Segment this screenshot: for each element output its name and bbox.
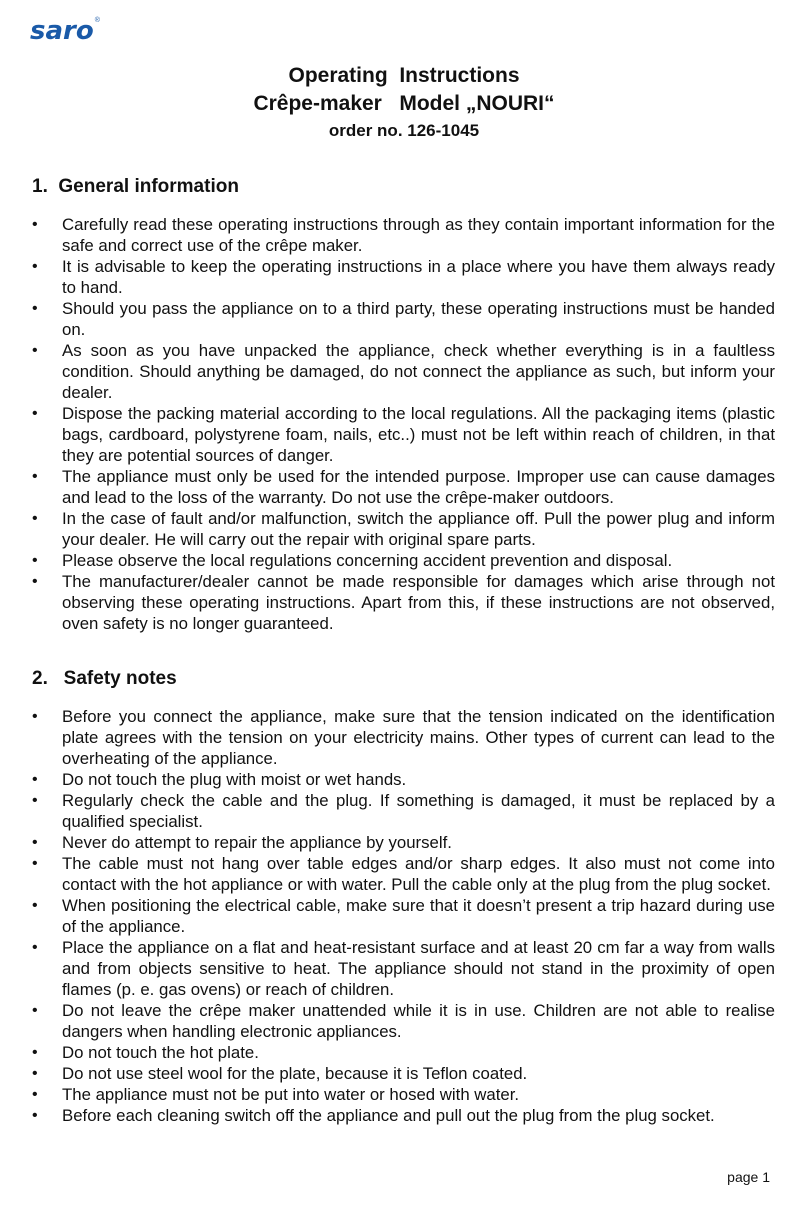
saro-logo bbox=[30, 16, 100, 46]
bullet-icon: • bbox=[32, 1065, 38, 1082]
list-item bbox=[0, 1084, 808, 1105]
list-item bbox=[0, 256, 808, 298]
list-item bbox=[0, 706, 808, 769]
list-item-text: Dispose the packing material according to the local regulations. All the packaging items (plastic bags, cardboard, polystyrene foam, nails, etc..) must not be left within reach of children, in that they are potential sources of danger. bbox=[62, 404, 775, 465]
bullet-icon: • bbox=[32, 216, 38, 233]
list-item bbox=[0, 937, 808, 1000]
bullet-icon: • bbox=[32, 468, 38, 485]
list-item-text: The appliance must not be put into water or hosed with water. bbox=[62, 1085, 520, 1104]
list-item-text: Do not use steel wool for the plate, because it is Teflon coated. bbox=[62, 1064, 528, 1083]
bullet-icon: • bbox=[32, 1044, 38, 1061]
bullet-icon: • bbox=[32, 939, 38, 956]
list-item-text: Never do attempt to repair the appliance by yourself. bbox=[62, 833, 452, 852]
bullet-icon: • bbox=[32, 855, 38, 872]
list-item bbox=[0, 895, 808, 937]
order-number: order no. 126-1045 bbox=[328, 121, 480, 140]
list-item-text: Should you pass the appliance on to a third party, these operating instructions must be handed on. bbox=[62, 299, 775, 339]
list-item bbox=[0, 1105, 808, 1126]
list-item-text: It is advisable to keep the operating instructions in a place where you have them always ready to hand. bbox=[62, 257, 775, 297]
section-2-title: 2. Safety notes bbox=[32, 668, 177, 689]
bullet-icon: • bbox=[32, 834, 38, 851]
bullet-icon: • bbox=[32, 342, 38, 359]
list-item-text: Do not touch the plug with moist or wet hands. bbox=[62, 770, 407, 789]
list-item-text: As soon as you have unpacked the appliance, check whether everything is in a faultless condition. Should anything be damaged, do not connect the appliance as such, but inform your dealer. bbox=[62, 341, 775, 402]
list-item-text: Before you connect the appliance, make sure that the tension indicated on the identification plate agrees with the tension on your electricity mains. Other types of current can lead to the overheating of the appliance. bbox=[62, 707, 775, 768]
bullet-icon: • bbox=[32, 1107, 38, 1124]
page-number: page 1 bbox=[727, 1169, 770, 1185]
document-title: Operating Instructions bbox=[288, 64, 520, 87]
bullet-icon: • bbox=[32, 552, 38, 569]
list-item-text: Regularly check the cable and the plug. If something is damaged, it must be replaced by a qualified specialist. bbox=[62, 791, 775, 831]
list-item-text: When positioning the electrical cable, make sure that it doesn’t present a trip hazard during use of the appliance. bbox=[62, 896, 775, 936]
list-item bbox=[0, 340, 808, 403]
document-header bbox=[0, 62, 808, 143]
bullet-icon: • bbox=[32, 405, 38, 422]
bullet-icon: • bbox=[32, 897, 38, 914]
section-1-title: 1. General information bbox=[32, 176, 239, 197]
list-item-text: In the case of fault and/or malfunction, switch the appliance off. Pull the power plug and inform your dealer. He will carry out the repair with original spare parts. bbox=[62, 509, 775, 549]
list-item-text: Please observe the local regulations concerning accident prevention and disposal. bbox=[62, 551, 673, 570]
list-item-text: The cable must not hang over table edges and/or sharp edges. It also must not come into contact with the hot appliance or with water. Pull the cable only at the plug from the plug socket. bbox=[62, 854, 775, 894]
list-item-text: Carefully read these operating instructions through as they contain important information for the safe and correct use of the crêpe maker. bbox=[62, 215, 775, 255]
list-item-text: The appliance must only be used for the intended purpose. Improper use can cause damages and lead to the loss of the warranty. Do not use the crêpe-maker outdoors. bbox=[62, 467, 775, 507]
list-item bbox=[0, 571, 808, 634]
bullet-icon: • bbox=[32, 1002, 38, 1019]
list-item bbox=[0, 1063, 808, 1084]
registered-mark: ® bbox=[94, 17, 100, 24]
list-item-text: Before each cleaning switch off the appliance and pull out the plug from the plug socket. bbox=[62, 1106, 715, 1125]
list-item bbox=[0, 403, 808, 466]
document-subtitle: Crêpe-maker Model „NOURI“ bbox=[253, 92, 555, 115]
list-item bbox=[0, 298, 808, 340]
logo-text: saro bbox=[30, 16, 94, 46]
list-item bbox=[0, 790, 808, 832]
bullet-icon: • bbox=[32, 708, 38, 725]
bullet-icon: • bbox=[32, 573, 38, 590]
list-item-text: Do not leave the crêpe maker unattended while it is in use. Children are not able to realise dangers when handling electronic appliances. bbox=[62, 1001, 775, 1041]
list-item-text: Do not touch the hot plate. bbox=[62, 1043, 259, 1062]
section-1-list bbox=[0, 214, 808, 634]
list-item bbox=[0, 508, 808, 550]
list-item bbox=[0, 832, 808, 853]
list-item bbox=[0, 1000, 808, 1042]
list-item bbox=[0, 214, 808, 256]
list-item bbox=[0, 853, 808, 895]
bullet-icon: • bbox=[32, 510, 38, 527]
list-item bbox=[0, 550, 808, 571]
bullet-icon: • bbox=[32, 300, 38, 317]
list-item bbox=[0, 466, 808, 508]
list-item bbox=[0, 769, 808, 790]
list-item bbox=[0, 1042, 808, 1063]
bullet-icon: • bbox=[32, 792, 38, 809]
section-2-list bbox=[0, 706, 808, 1126]
bullet-icon: • bbox=[32, 258, 38, 275]
bullet-icon: • bbox=[32, 771, 38, 788]
bullet-icon: • bbox=[32, 1086, 38, 1103]
list-item-text: Place the appliance on a flat and heat-resistant surface and at least 20 cm far a way from walls and from objects sensitive to heat. The appliance should not stand in the proximity of open flames (p. e. gas ovens) or reach of children. bbox=[62, 938, 775, 999]
list-item-text: The manufacturer/dealer cannot be made responsible for damages which arise through not observing these operating instructions. Apart from this, if these instructions are not observed, oven safety is no longer guaranteed. bbox=[62, 572, 775, 633]
